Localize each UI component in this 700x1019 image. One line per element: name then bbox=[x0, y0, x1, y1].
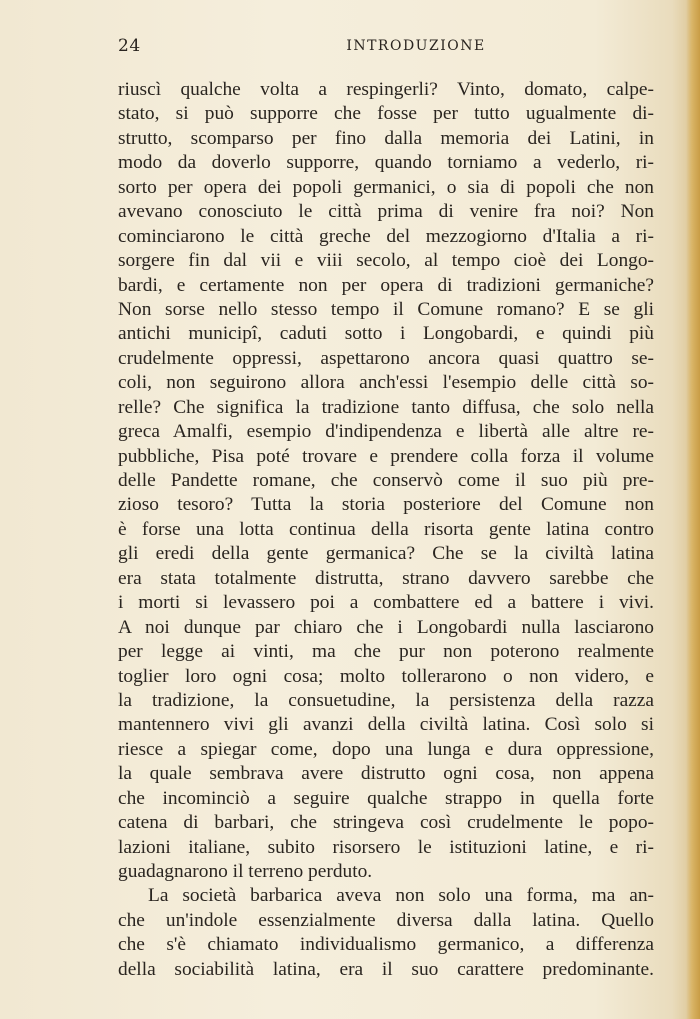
page-edge bbox=[686, 0, 700, 1019]
page-number: 24 bbox=[118, 36, 141, 56]
text-line: riuscì qualche volta a respingerli? Vinto, domato, calpe- bbox=[118, 79, 654, 100]
text-line: bardi, e certamente non per opera di tradizioni germaniche? bbox=[118, 274, 654, 296]
paragraph-end-line: guadagnarono il terreno perduto. bbox=[118, 861, 373, 882]
text-line: gli eredi della gente germanica? Che se la civiltà latina bbox=[118, 543, 654, 565]
text-line: relle? Che significa la tradizione tanto diffusa, che solo nella bbox=[118, 396, 654, 418]
text-line: crudelmente oppressi, aspettarono ancora quasi quattro se- bbox=[118, 347, 654, 369]
text-line: sorto per opera dei popoli germanici, o sia di popoli che non bbox=[118, 176, 654, 198]
text-line: che un'indole essenzialmente diversa dalla latina. Quello bbox=[118, 909, 654, 931]
text-line: riesce a spiegar come, dopo una lunga e dura oppressione, bbox=[118, 738, 654, 760]
text-line: della sociabilità latina, era il suo carattere predominante. bbox=[118, 958, 654, 980]
text-line: zioso tesoro? Tutta la storia posteriore del Comune non bbox=[118, 494, 654, 516]
text-line: greca Amalfi, esempio d'indipendenza e libertà alle altre re- bbox=[118, 421, 654, 443]
text-line: antichi municipî, caduti sotto i Longobardi, e quindi più bbox=[118, 323, 654, 345]
text-line: strutto, scomparso per fino dalla memoria dei Latini, in bbox=[118, 127, 654, 149]
text-line: la tradizione, la consuetudine, la persistenza della razza bbox=[118, 689, 654, 711]
text-line: i morti si levassero poi a combattere ed a battere i vivi. bbox=[118, 592, 654, 614]
running-head: INTRODUZIONE bbox=[346, 38, 486, 54]
body-text bbox=[118, 78, 654, 982]
text-line: delle Pandette romane, che conservò come il suo più pre- bbox=[118, 470, 654, 491]
text-line: cominciarono le città greche del mezzogiorno d'Italia a ri- bbox=[118, 225, 654, 247]
paragraph-start-line: La società barbarica aveva non solo una forma, ma an- bbox=[148, 885, 654, 907]
text-line: la quale sembrava avere distrutto ogni cosa, non appena bbox=[118, 763, 654, 785]
text-line: avevano conosciuto le città prima di venire fra noi? Non bbox=[118, 201, 654, 223]
text-line: era stata totalmente distrutta, strano davvero sarebbe che bbox=[118, 567, 654, 589]
text-line: catena di barbari, che stringeva così crudelmente le popo- bbox=[118, 812, 654, 834]
text-line: A noi dunque par chiaro che i Longobardi nulla lasciarono bbox=[118, 616, 654, 638]
text-line: sorgere fin dal vii e viii secolo, al tempo cioè dei Longo- bbox=[118, 250, 654, 272]
text-line: modo da doverlo supporre, quando torniamo a vederlo, ri- bbox=[118, 152, 654, 174]
text-line: che s'è chiamato individualismo germanico, a differenza bbox=[118, 934, 654, 956]
text-line: pubbliche, Pisa poté trovare e prendere colla forza il volume bbox=[118, 445, 654, 467]
text-line: è forse una lotta continua della risorta gente latina contro bbox=[118, 518, 654, 540]
text-line: per legge ai vinti, ma che pur non poterono realmente bbox=[118, 641, 654, 663]
text-line: Non sorse nello stesso tempo il Comune romano? E se gli bbox=[118, 298, 654, 320]
text-line: lazioni italiane, subito risorsero le istituzioni latine, e ri- bbox=[118, 836, 654, 858]
text-line: mantennero vivi gli avanzi della civiltà latina. Così solo si bbox=[118, 714, 654, 736]
text-line: coli, non seguirono allora anch'essi l'esempio delle città so- bbox=[118, 372, 654, 394]
page-header bbox=[118, 36, 654, 58]
text-line: stato, si può supporre che fosse per tutto ugualmente di- bbox=[118, 103, 654, 125]
text-line: toglier loro ogni cosa; molto tollerarono o non videro, e bbox=[118, 665, 654, 687]
text-line: che incominciò a seguire qualche strappo in quella forte bbox=[118, 787, 654, 809]
